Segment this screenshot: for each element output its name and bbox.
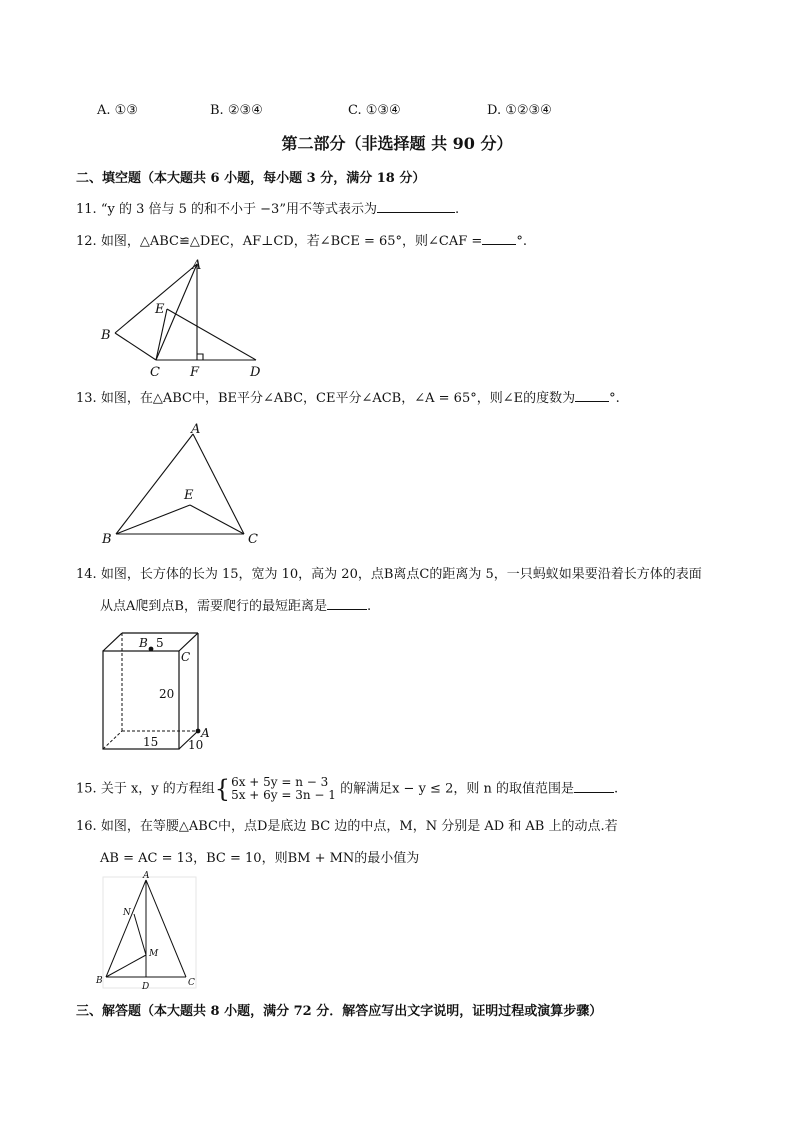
q15-equation-1: 6x + 5y = n − 3 xyxy=(231,775,329,789)
fig14-label-15: 15 xyxy=(143,735,159,749)
fig14-point-b xyxy=(149,647,154,652)
option-d: D. ①②③④ xyxy=(487,103,552,118)
question-13 xyxy=(76,389,620,408)
fig14-point-a xyxy=(196,729,201,734)
q15-equation-2: 5x + 6y = 3n − 1 xyxy=(231,788,336,802)
option-a: A. ①③ xyxy=(97,103,138,118)
figure-14 xyxy=(96,627,216,757)
q14-text-line-1: 如图，长方体的长为 15，宽为 10，高为 20，点B离点C的距离为 5，一只蚂蚁如果要沿着长方体的表面 xyxy=(100,567,702,582)
figure-16 xyxy=(94,870,204,992)
fig16-label-d: D xyxy=(142,982,150,992)
q16-number: 16. xyxy=(76,819,97,834)
q15-answer-blank[interactable] xyxy=(574,780,614,793)
question-12 xyxy=(76,232,527,251)
q11-answer-blank[interactable] xyxy=(377,200,455,213)
fig16-label-n: N xyxy=(123,908,131,918)
q13-answer-blank[interactable] xyxy=(575,389,609,402)
fig16-segment-ac xyxy=(146,880,186,977)
question-16-line-2 xyxy=(100,850,419,868)
section-title: 第二部分（非选择题 共 90 分） xyxy=(281,134,513,153)
q15-brace: { xyxy=(214,775,231,803)
q16-text-line-2: AB = AC = 13，BC = 10，则BM + MN的最小值为 xyxy=(100,851,420,866)
fig12-segment-bc xyxy=(115,333,156,360)
q15-number: 15. xyxy=(76,781,97,797)
fig13-label-a: A xyxy=(191,422,201,437)
fig13-label-e: E xyxy=(184,488,194,503)
question-15 xyxy=(76,776,618,803)
q13-text: 如图，在△ABC中，BE平分∠ABC，CE平分∠ACB，∠A = 65°，则∠E的度数为 xyxy=(100,391,576,406)
q12-answer-blank[interactable] xyxy=(482,232,516,245)
fig12-label-a: A xyxy=(192,258,202,273)
q15-end: . xyxy=(613,781,619,797)
fig14-label-a: A xyxy=(201,726,210,740)
q12-end: °. xyxy=(516,234,527,249)
q14-text-line-2: 从点A爬到点B，需要爬行的最短距离是 xyxy=(100,599,327,614)
fig14-label-10: 10 xyxy=(188,738,204,752)
fig14-label-b: B xyxy=(139,636,148,650)
solve-heading: 三、解答题（本大题共 8 小题，满分 72 分．解答应写出文字说明，证明过程或演算步骤） xyxy=(76,1004,603,1019)
fig14-top-right-edge xyxy=(179,633,198,651)
question-14-line-2 xyxy=(100,597,371,616)
fig12-label-c: C xyxy=(150,365,160,380)
q11-end: . xyxy=(454,202,460,217)
figure-13 xyxy=(98,418,268,548)
question-16-line-1 xyxy=(76,818,618,836)
fig14-label-c: C xyxy=(181,650,191,664)
fig12-right-angle-mark xyxy=(197,354,203,360)
q12-number: 12. xyxy=(76,234,97,249)
q15-post: 的解满足x − y ≤ 2，则 n 的取值范围是 xyxy=(340,781,574,797)
q14-end: . xyxy=(366,599,372,614)
q15-system xyxy=(231,776,336,802)
fig12-label-f: F xyxy=(190,365,200,380)
option-b: B. ②③④ xyxy=(210,103,263,118)
fig16-label-b: B xyxy=(96,976,103,986)
fig16-label-m: M xyxy=(149,949,159,959)
q14-number: 14. xyxy=(76,567,97,582)
q11-number: 11. xyxy=(76,202,97,217)
fig14-label-20: 20 xyxy=(159,687,175,701)
question-11 xyxy=(76,200,459,219)
q15-pre: 关于 x，y 的方程组 xyxy=(100,781,215,797)
option-c: C. ①③④ xyxy=(348,103,401,118)
figure-12 xyxy=(95,255,270,380)
fig16-label-c: C xyxy=(188,978,195,988)
fig12-segment-ab xyxy=(115,264,197,333)
q13-number: 13. xyxy=(76,391,97,406)
fig16-segment-ab xyxy=(106,880,146,977)
q13-end: °. xyxy=(609,391,620,406)
fill-in-heading: 二、填空题（本大题共 6 小题，每小题 3 分，满分 18 分） xyxy=(76,171,426,186)
fig16-segment-bm xyxy=(106,955,146,977)
q12-text: 如图，△ABC≌△DEC，AF⊥CD，若∠BCE = 65°，则∠CAF = xyxy=(100,234,483,249)
fig12-label-b: B xyxy=(101,328,111,343)
fig13-label-c: C xyxy=(248,532,258,547)
fig16-segment-nm xyxy=(134,914,146,955)
q11-text: “y 的 3 倍与 5 的和不小于 −3”用不等式表示为 xyxy=(100,202,377,217)
fig13-segment-ec xyxy=(190,505,244,534)
fig12-label-e: E xyxy=(155,302,165,317)
q16-text-line-1: 如图，在等腰△ABC中，点D是底边 BC 边的中点，M，N 分别是 AD 和 AB 上的动点.若 xyxy=(100,819,618,834)
fig14-top-left-edge xyxy=(103,633,122,651)
fig12-segment-ed xyxy=(167,309,256,360)
q14-answer-blank[interactable] xyxy=(327,597,367,610)
fig14-hidden-depth-edge xyxy=(103,731,122,749)
fig16-label-a: A xyxy=(143,871,150,881)
question-14-line-1 xyxy=(76,566,702,584)
fig13-segment-ac xyxy=(193,434,244,534)
fig12-label-d: D xyxy=(250,365,261,380)
fig13-label-b: B xyxy=(102,532,112,547)
fig14-label-5: 5 xyxy=(156,636,164,650)
